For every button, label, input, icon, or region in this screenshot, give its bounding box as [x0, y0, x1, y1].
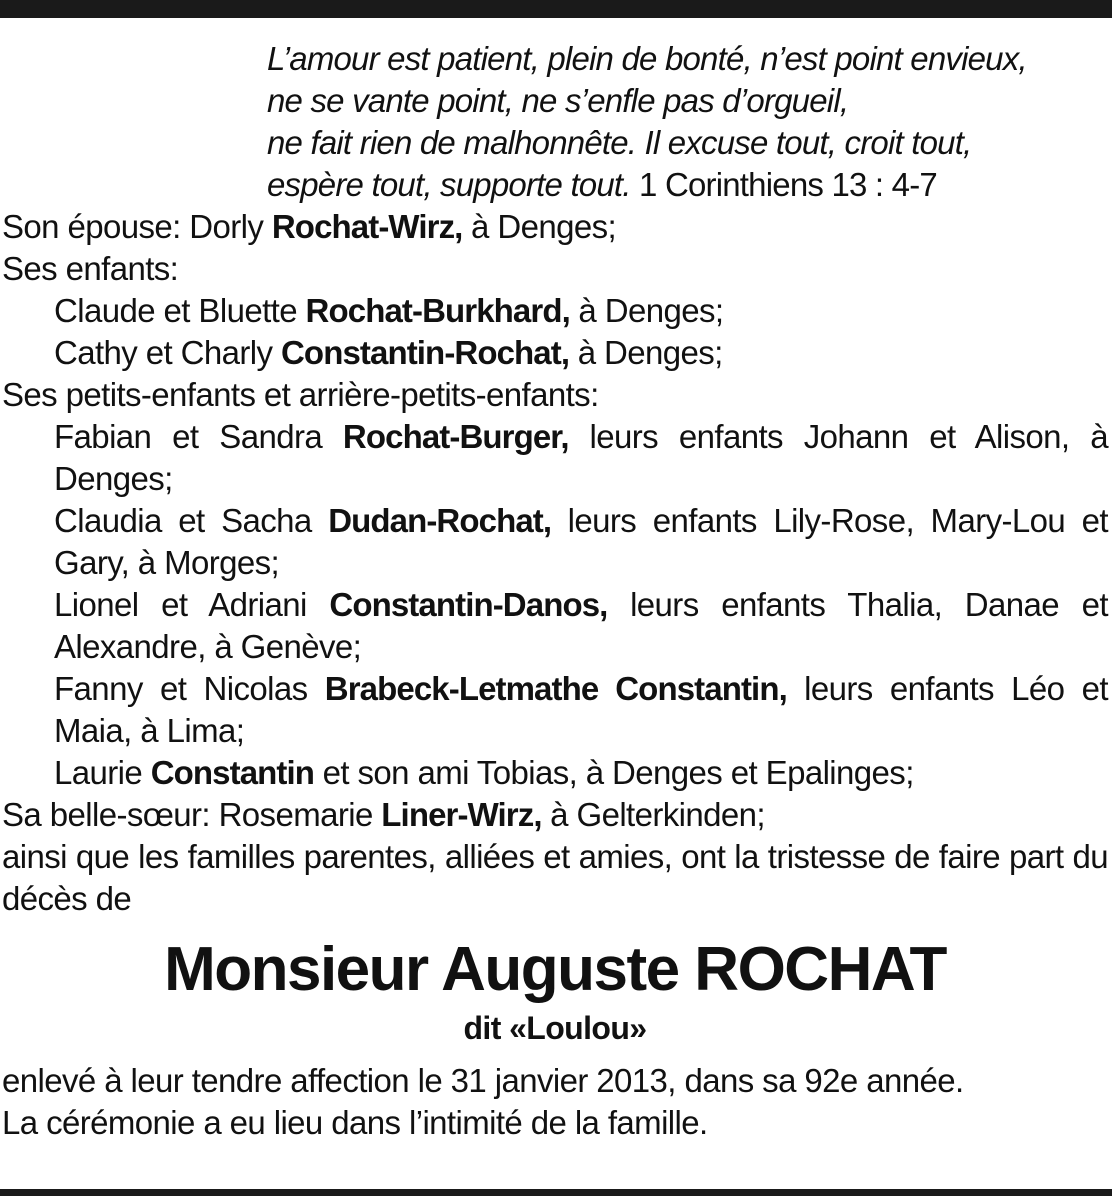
ceremony-notice-line: La cérémonie a eu lieu dans l’intimité de la famille.	[2, 1104, 708, 1141]
grandchild-entry	[2, 668, 1108, 752]
grandchild-name: Constantin	[150, 754, 315, 791]
grandchildren-heading: Ses petits-enfants et arrière-petits-enfants:	[2, 376, 599, 413]
grandchild-entry	[2, 584, 1108, 668]
deceased-nickname: dit «Loulou»	[463, 1010, 647, 1046]
child-prefix: Cathy et Charly	[54, 334, 281, 371]
sister-in-law-entry	[2, 794, 1108, 836]
child-place: à Denges;	[569, 292, 724, 329]
deceased-name: Monsieur Auguste ROCHAT	[164, 935, 946, 1004]
grandchild-details: leurs enfants Thalia, Danae et Alexandre, à Genève;	[54, 586, 1108, 665]
verse-line: espère tout, supporte tout.	[267, 166, 631, 203]
grandchild-details: leurs enfants Lily-Rose, Mary-Lou et Gary, à Morges;	[54, 502, 1108, 581]
obituary-notice	[2, 38, 1108, 1144]
grandchild-entry	[2, 752, 1108, 794]
sister-in-law-prefix: Sa belle-sœur: Rosemarie	[2, 796, 382, 833]
grandchild-prefix: Lionel et Adriani	[54, 586, 330, 623]
sister-in-law-place: à Gelterkinden;	[541, 796, 765, 833]
child-prefix: Claude et Bluette	[54, 292, 306, 329]
child-entry	[2, 332, 1108, 374]
grandchild-details: leurs enfants Léo et Maia, à Lima;	[54, 670, 1108, 749]
children-heading: Ses enfants:	[2, 250, 179, 287]
death-notice-line: enlevé à leur tendre affection le 31 janvier 2013, dans sa 92e année.	[2, 1062, 964, 1099]
spouse-place: à Denges;	[462, 208, 617, 245]
grandchild-name: Rochat-Burger,	[342, 418, 569, 455]
child-name: Rochat-Burkhard,	[305, 292, 570, 329]
spouse-prefix: Son épouse: Dorly	[2, 208, 272, 245]
grandchild-name: Brabeck-Letmathe Constantin,	[324, 670, 787, 707]
child-name: Constantin-Rochat,	[281, 334, 570, 371]
verse-line: L’amour est patient, plein de bonté, n’est point envieux,	[267, 40, 1027, 77]
verse-line: ne se vante point, ne s’enfle pas d’orgueil,	[267, 82, 849, 119]
grandchild-prefix: Fabian et Sandra	[54, 418, 343, 455]
top-rule	[0, 0, 1112, 18]
verse-reference: 1 Corinthiens 13 : 4-7	[639, 166, 937, 203]
grandchild-name: Dudan-Rochat,	[328, 502, 552, 539]
grandchild-prefix: Claudia et Sacha	[54, 502, 329, 539]
verse-last-line	[267, 164, 1108, 206]
grandchild-details: et son ami Tobias, à Denges et Epalinges;	[314, 754, 914, 791]
verse-line: ne fait rien de malhonnête. Il excuse tout, croit tout,	[267, 124, 972, 161]
grandchild-entry	[2, 500, 1108, 584]
grandchild-prefix: Laurie	[54, 754, 151, 791]
grandchild-entry	[2, 416, 1108, 500]
bible-verse	[267, 38, 1108, 206]
closing-statement: ainsi que les familles parentes, alliées et amies, ont la tristesse de faire part du décès de	[2, 838, 1108, 917]
grandchild-details: leurs enfants Johann et Alison, à Denges;	[54, 418, 1108, 497]
child-place: à Denges;	[569, 334, 723, 371]
sister-in-law-name: Liner-Wirz,	[381, 796, 542, 833]
child-entry	[2, 290, 1108, 332]
spouse-entry	[2, 206, 1108, 248]
grandchild-name: Constantin-Danos,	[329, 586, 608, 623]
bottom-rule	[0, 1189, 1112, 1196]
spouse-name: Rochat-Wirz,	[271, 208, 463, 245]
grandchild-prefix: Fanny et Nicolas	[54, 670, 325, 707]
